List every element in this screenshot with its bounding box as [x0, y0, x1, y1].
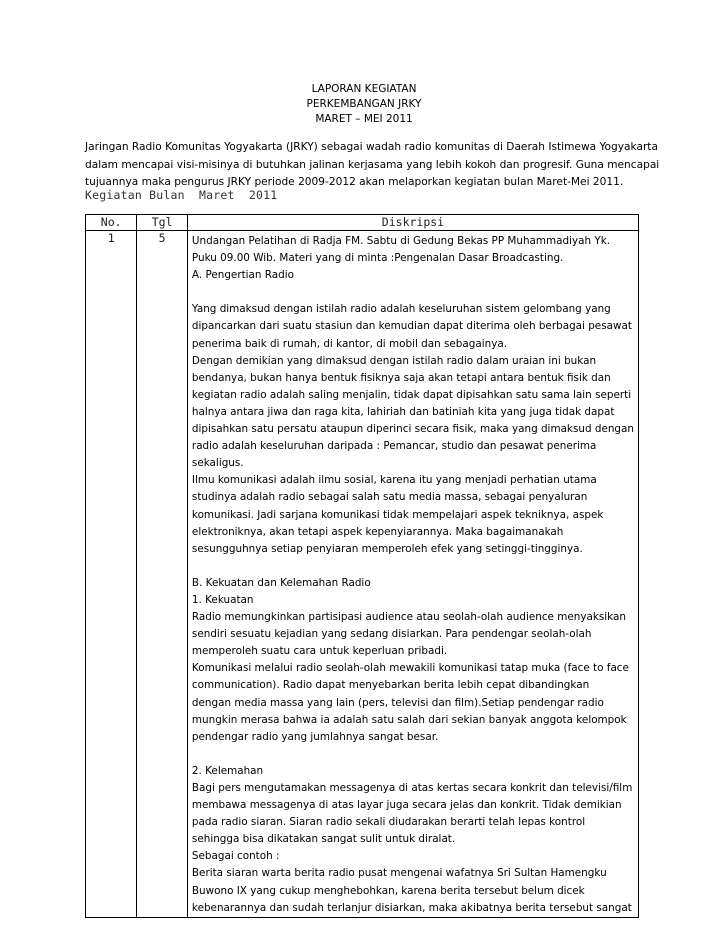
description-line: Yang dimaksud dengan istilah radio adalah keseluruhan sistem gelombang yang: [191, 303, 611, 316]
report-title-line-1: LAPORAN KEGIATAN: [311, 83, 417, 95]
description-line: mungkin merasa bahwa ia adalah satu salah dari sekian banyak anggota kelompok: [191, 713, 627, 726]
description-line: Sebagai contoh :: [191, 850, 280, 863]
description-line: Dengan demikian yang dimaksud dengan istilah radio dalam uraian ini bukan: [191, 354, 597, 367]
description-line: dipisahkan satu persatu ataupun diperinci secara fisik, maka yang dimaksud dengan: [191, 423, 634, 436]
column-header-description: Diskripsi: [187, 215, 638, 231]
description-line: B. Kekuatan dan Kelemahan Radio: [191, 576, 371, 589]
description-line: sehingga bisa dikatakan sangat sulit untuk diralat.: [191, 833, 456, 846]
description-line: Bagi pers mengutamakan messagenya di atas kertas secara konkrit dan televisi/film: [191, 782, 633, 794]
intro-paragraph: [85, 139, 660, 192]
description-line: bendanya, bukan hanya bentuk fisiknya saja akan tetapi antara bentuk fisik dan: [191, 371, 611, 384]
description-line: 2. Kelemahan: [191, 764, 264, 777]
row-number: 1: [86, 231, 137, 918]
table-header-row: [86, 215, 639, 231]
row-date: 5: [137, 231, 188, 918]
description-line: radio adalah keseluruhan daripada : Pemancar, studio dan pesawat penerima: [191, 440, 597, 453]
description-line: Komunikasi melalui radio seolah-olah mewakili komunikasi tatap muka (face to face: [191, 662, 629, 675]
description-line: Berita siaran warta berita radio pusat mengenai wafatnya Sri Sultan Hamengku: [191, 867, 607, 880]
description-line: Undangan Pelatihan di Radja FM. Sabtu di Gedung Bekas PP Muhammadiyah Yk.: [191, 235, 611, 247]
month-heading: Kegiatan Bulan Maret 2011: [85, 188, 278, 202]
description-line: Ilmu komunikasi adalah ilmu sosial, karena itu yang menjadi perhatian utama: [191, 474, 597, 487]
description-line: studinya adalah radio sebagai salah satu media massa, sebagai penyaluran: [191, 491, 588, 504]
description-line: Radio memungkinkan partisipasi audience atau seolah-olah audience menyaksikan: [191, 611, 626, 624]
description-line: membawa messagenya di atas layar juga secara jelas dan konkrit. Tidak demikian: [191, 799, 622, 812]
description-line: kegiatan radio adalah saling menjalin, tidak dapat dipisahkan satu sama lain seperti: [191, 388, 632, 401]
column-header-tgl: Tgl: [137, 215, 188, 231]
description-line: halnya antara jiwa dan raga kita, lahiriah dan batiniah kita yang juga tidak dapat: [191, 405, 615, 418]
description-line: communication). Radio dapat menyebarkan berita lebih cepat dibandingkan: [191, 679, 590, 692]
description-blank-line: [192, 284, 634, 301]
description-line: memperoleh suatu cara untuk keperluan pribadi.: [191, 645, 448, 658]
description-line: elektroniknya, akan tetapi aspek kepenyiarannya. Maka bagaimanakah: [191, 525, 564, 538]
description-line: sesungguhnya setiap penyiaran memperoleh efek yang setinggi-tingginya.: [191, 542, 583, 555]
description-line: A. Pengertian Radio: [191, 269, 295, 282]
row-description: [187, 231, 638, 918]
report-title-line-2: PERKEMBANGAN JRKY: [306, 98, 422, 110]
intro-line: dalam mencapai visi-misinya di butuhkan jalinan kerjasama yang lebih kokoh dan progresif. Guna mencapai: [85, 158, 660, 171]
description-line: dengan media massa yang lain (pers, televisi dan film).Setiap pendengar radio: [191, 696, 604, 709]
table-row: [86, 231, 639, 918]
description-line: Buwono IX yang cukup menghebohkan, karena berita tersebut belum dicek: [191, 884, 585, 897]
description-line: komunikasi. Jadi sarjana komunikasi tidak mempelajari aspek tekniknya, aspek: [191, 508, 604, 521]
description-line: dipancarkan dari suatu stasiun dan kemudian dapat diterima oleh berbagai pesawat: [191, 320, 632, 333]
column-header-no: No.: [86, 215, 137, 231]
description-line: sekaligus.: [191, 457, 244, 470]
report-title: [0, 82, 728, 127]
description-blank-line: [192, 746, 634, 763]
report-title-line-3: MARET – MEI 2011: [315, 113, 413, 125]
description-line: sendiri sesuatu kejadian yang sedang disiarkan. Para pendengar seolah-olah: [191, 628, 592, 641]
description-line: 1. Kekuatan: [191, 593, 254, 606]
activity-table: [85, 214, 639, 918]
description-line: Puku 09.00 Wib. Materi yang di minta :Pengenalan Dasar Broadcasting.: [191, 252, 564, 265]
description-line: pendengar radio yang jumlahnya sangat besar.: [191, 730, 439, 743]
description-line: pada radio siaran. Siaran radio sekali diudarakan berarti telah lepas kontrol: [191, 816, 586, 829]
description-line: penerima baik di rumah, di kantor, di mobil dan sebagainya.: [191, 337, 508, 350]
intro-line: Jaringan Radio Komunitas Yogyakarta (JRKY) sebagai wadah radio komunitas di Daerah Istimewa Yogyakarta: [85, 141, 658, 153]
description-blank-line: [192, 558, 634, 575]
description-line: kebenarannya dan sudah terlanjur disiarkan, maka akibatnya berita tersebut sangat: [191, 901, 632, 914]
intro-line: tujuannya maka pengurus JRKY periode 2009-2012 akan melaporkan kegiatan bulan Maret-Mei 2011.: [85, 176, 624, 188]
